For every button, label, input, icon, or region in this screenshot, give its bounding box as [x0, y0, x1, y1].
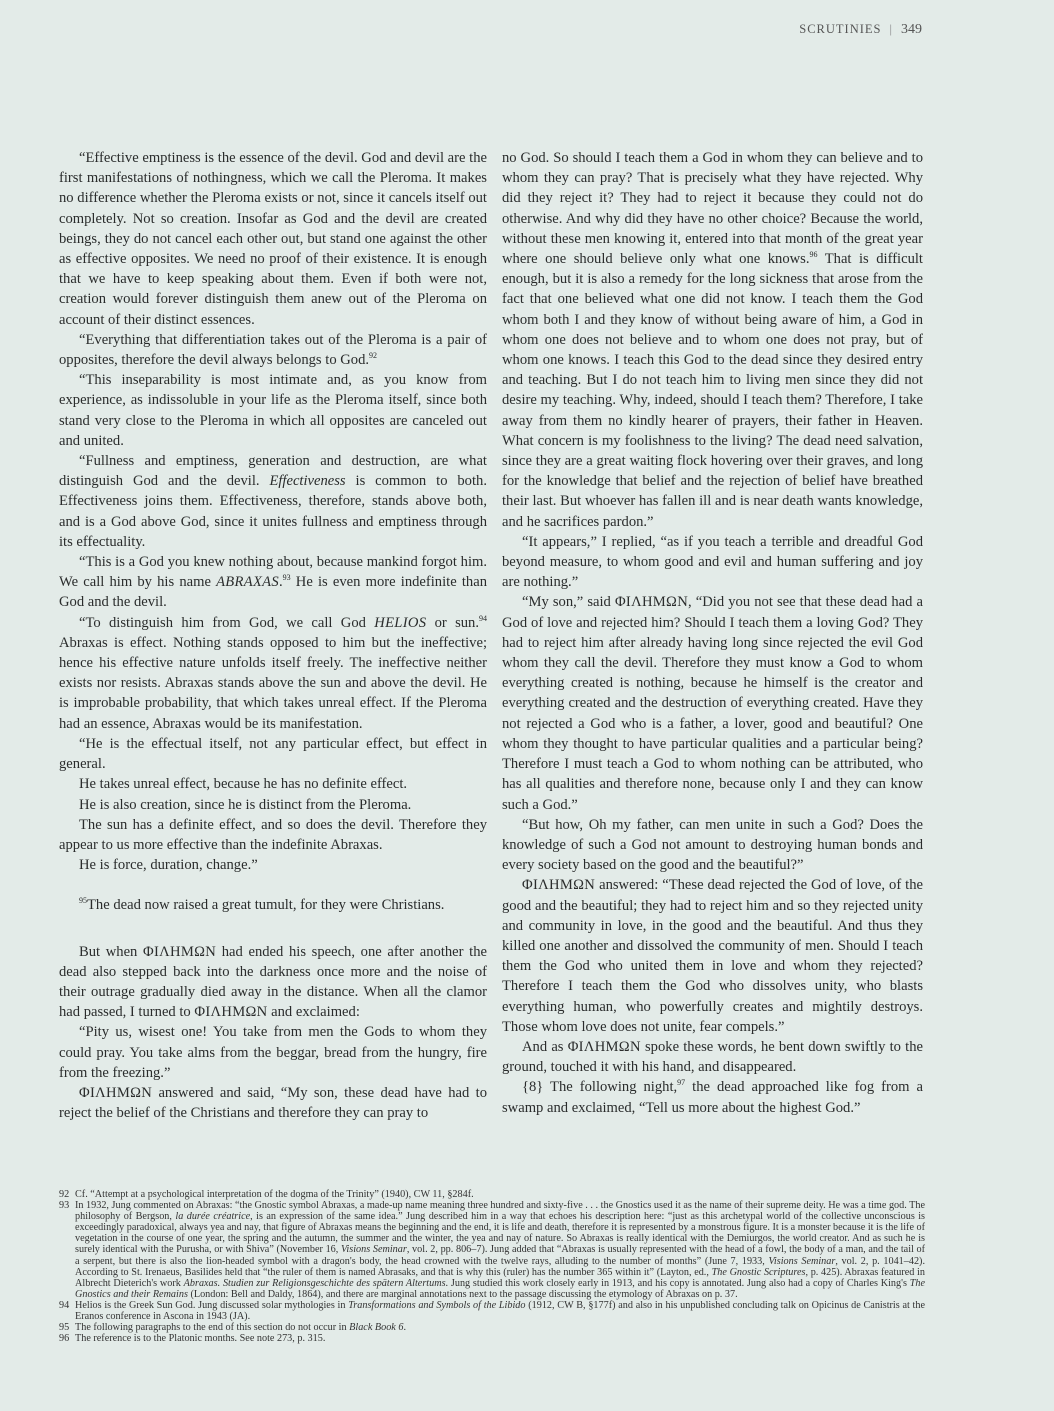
- paragraph: {8} The following night,$^{97}$ the dead approached like fog from a swamp and exclaimed, “Tell us more about the highest God.”: [502, 1078, 923, 1116]
- section-title: SCRUTINIES: [799, 22, 882, 36]
- paragraph: $^{95}$The dead now raised a great tumult, for they were Christians.: [79, 896, 445, 914]
- left-column: [59, 148, 487, 1123]
- paragraph: He is also creation, since he is distinct from the Pleroma.: [79, 796, 412, 813]
- header-separator: |: [889, 22, 893, 36]
- footnote: [59, 1200, 925, 1300]
- footnote-ref: 95: [79, 896, 87, 906]
- paragraph: no God. So should I teach them a God in whom they can believe and to whom they can pray? That is precisely what they have rejected. Why did they reject it? They had to reject it because they could not do otherwise. And why did they have no other choice? Because the world, without these men knowing it, entered into that month of the great year where one should believe only what one knows.$^{96}$ That is difficult enough, but it is also a remedy for the long sickness that arose from the fact that one believed what one did not know. I teach them the God whom both I and they know of without being aware of him, a God in whom one does not believe and to whom one does not pray, but of whom one knows. I teach this God to the dead since they desired entry and teaching. But I do not teach him to living men since they did not desire my teaching. Why, indeed, should I teach them? Therefore, I take away from them no kindly hearer of prayers, their father in Heaven. What concern is my foolishness to the living? The dead need salvation, since they are a great waiting flock hovering over their graves, and long for the knowledge that belief and the rejection of belief have breathed their last. But whoever has fallen ill and is near death wants knowledge, and he sacrifices pardon.”: [502, 150, 923, 530]
- section-marker: {8}: [522, 1079, 544, 1096]
- footnote-number: 94: [59, 1299, 70, 1311]
- footnote-number: 93: [59, 1200, 70, 1212]
- footnote: [59, 1322, 925, 1333]
- footnote-ref: 93: [282, 573, 291, 583]
- page-number: 349: [901, 22, 922, 37]
- running-header: [799, 22, 922, 38]
- footnote-text: In 1932, Jung commented on Abraxas: “the Gnostic symbol Abraxas, a made-up name meaning three hundred and sixty-five . . . the Gnostics used it as the name of their supreme deity. He was a time god. The philosophy of Bergson, la durée créatrice, is an expression of the same idea.” Jung described him in a way that echoes his description here: “just as this archetypal world of the collective unconscious is exceedingly paradoxical, always yea and nay, that figure of Abraxas means the beginning and the end, it is life and death, therefore it is represented by a monstrous figure. It is a monster because it is the life of vegetation in the course of one year, the spring and the autumn, the summer and the winter, the yea and nay of nature. So Abraxas is really identical with the Demiurgos, the world creator. And as such he is surely identical with the Purusha, or with Shiva” (November 16, Visions Seminar, vol. 2, pp. 806–7). Jung added that “Abraxas is usually represented with the head of a fowl, the body of a man, and the tail of a serpent, but there is also the lion-headed symbol with a dragon's body, the head crowned with the twelve rays, alluding to the number of months” (June 7, 1933, Visions Seminar, vol. 2, p. 1041–42). According to St. Irenaeus, Basilides held that “the ruler of them is named Abrasaks, and that is why this (ruler) has the number 365 within it” (Layton, ed., The Gnostic Scriptures, p. 425). Abraxas featured in Albrecht Dieterich's work Abraxas. Studien zur Religionsgeschichte des spätern Altertums. Jung studied this work closely early in 1913, and his copy is annotated. Jung also had a copy of Charles King's The Gnostics and their Remains (London: Bell and Daldy, 1864), and there are marginal annotations next to the passage discussing the etymology of Abraxas on p. 37.: [75, 1200, 926, 1300]
- paragraph: “My son,” said ΦΙΛΗΜΩΝ, “Did you not see that these dead had a God of love and rejected him? Should I teach them a loving God? They had to reject him after already having long since rejected the evil God whom they call the devil. Therefore they must know a God to whom everything created is nothing, because he himself is the creator and everything created and the destruction of everything created. Have they not rejected a God who is a father, a lover, good and beautiful? One whom they thought to have particular qualities and a particular being? Therefore I must teach a God to whom nothing can be attributed, who has all qualities and therefore none, because only I and they can know such a God.”: [502, 594, 923, 813]
- footnote: [59, 1189, 925, 1200]
- footnote-number: 96: [59, 1333, 70, 1345]
- paragraph: But when ΦΙΛΗΜΩΝ had ended his speech, one after another the dead also stepped back into the darkness once more and the noise of their outrage gradually died away in the distance. When all the clamor had passed, I turned to ΦΙΛΗΜΩΝ and exclaimed:: [59, 943, 487, 1021]
- paragraph: “But how, Oh my father, can men unite in such a God? Does the knowledge of such a God not amount to destroying human bonds and every society based on the good and the beautiful?”: [502, 816, 923, 874]
- footnote-ref: 97: [677, 1078, 686, 1088]
- paragraph: “This is a God you knew nothing about, because mankind forgot him. We call him by his name ABRAXAS.$^{93}$ He is even more indefinite than God and the devil.: [59, 554, 487, 611]
- paragraph: “Pity us, wisest one! You take from men the Gods to whom they could pray. You take alms from the beggar, bread from the hungry, fire from the freezing.”: [59, 1024, 487, 1081]
- paragraph: “He is the effectual itself, not any particular effect, but effect in general.: [59, 735, 487, 773]
- paragraph: “Everything that differentiation takes out of the Pleroma is a pair of opposites, therefore the devil always belongs to God.$^{92}$: [59, 331, 487, 369]
- footnote-ref: 96: [809, 250, 818, 260]
- paragraph: He takes unreal effect, because he has no definite effect.: [79, 776, 408, 793]
- footnote-number: 92: [59, 1189, 70, 1200]
- footnote-text: Helios is the Greek Sun God. Jung discussed solar mythologies in Transformations and Symbols of the Libido (1912, CW B, §177f) and also in his unpublished concluding talk on Opicinus de Canistris at the Eranos conference in Ascona in 1943 (JA).: [75, 1299, 926, 1323]
- paragraph: “Effective emptiness is the essence of the devil. God and devil are the first manifestations of nothingness, which we call the Pleroma. It makes no difference whether the Pleroma exists or not, since it cancels itself out completely. Not so creation. Insofar as God and the devil are created beings, they do not cancel each other out, but stand one against the other as effective opposites. We need no proof of their existence. It is enough that we have to keep speaking about them. Even if both were not, creation would forever distinguish them anew out of the Pleroma on account of their distinct essences.: [59, 150, 487, 328]
- paragraph: ΦΙΛΗΜΩΝ answered: “These dead rejected the God of love, of the good and the beautiful; they had to reject him and so they rejected unity and community in love, in the good and the beautiful. And thus they killed one another and dissolved the community of men. Should I teach them the God who united them in love and whom they rejected? Therefore I teach them the God who dissolves unity, who blasts everything human, who powerfully creates and mightily destroys. Those whom love does not unite, fear compels.”: [502, 877, 923, 1035]
- right-column: [502, 148, 923, 1118]
- footnote-ref: 92: [369, 351, 378, 361]
- footnote-text: The reference is to the Platonic months. See note 273, p. 315.: [75, 1333, 326, 1345]
- paragraph: “To distinguish him from God, we call God HELIOS or sun.$^{94}$ Abraxas is effect. Nothing stands opposed to him but the ineffective; hence his effective nature unfolds itself freely. The ineffective neither exists nor resists. Abraxas stands above the sun and above the devil. He is improbable probability, that which takes unreal effect. If the Pleroma had an essence, Abraxas would be its manifestation.: [59, 613, 487, 732]
- paragraph: He is force, duration, change.”: [79, 857, 258, 874]
- paragraph: And as ΦΙΛΗΜΩΝ spoke these words, he bent down swiftly to the ground, touched it with his hand, and disappeared.: [502, 1038, 923, 1076]
- paragraph: “This inseparability is most intimate and, as you know from experience, as indissoluble in your life as the Pleroma itself, since both stand very close to the Pleroma in which all opposites are canceled out and united.: [59, 372, 487, 449]
- footnotes: [59, 1189, 925, 1344]
- paragraph: “It appears,” I replied, “as if you teach a terrible and dreadful God beyond measure, to whom good and evil and human suffering and joy are nothing.”: [502, 533, 923, 591]
- footnote: [59, 1300, 925, 1322]
- footnote-text: Cf. “Attempt at a psychological interpretation of the dogma of the Trinity” (1940), CW 11, §284f.: [75, 1189, 474, 1200]
- footnote-number: 95: [59, 1322, 70, 1334]
- footnote: [59, 1333, 925, 1344]
- footnote-ref: 94: [479, 613, 487, 623]
- paragraph: “Fullness and emptiness, generation and destruction, are what distinguish God and the devil. Effectiveness is common to both. Effectiveness joins them. Effectiveness, therefore, stands above both, and is a God above God, since it unites fullness and emptiness through its effectuality.: [59, 453, 487, 550]
- paragraph: The sun has a definite effect, and so does the devil. Therefore they appear to us more effective than the indefinite Abraxas.: [59, 816, 487, 853]
- paragraph: ΦΙΛΗΜΩΝ answered and said, “My son, these dead have had to reject the belief of the Christians and therefore they can pray to: [59, 1084, 487, 1122]
- footnote-text: The following paragraphs to the end of this section do not occur in Black Book 6.: [75, 1322, 407, 1334]
